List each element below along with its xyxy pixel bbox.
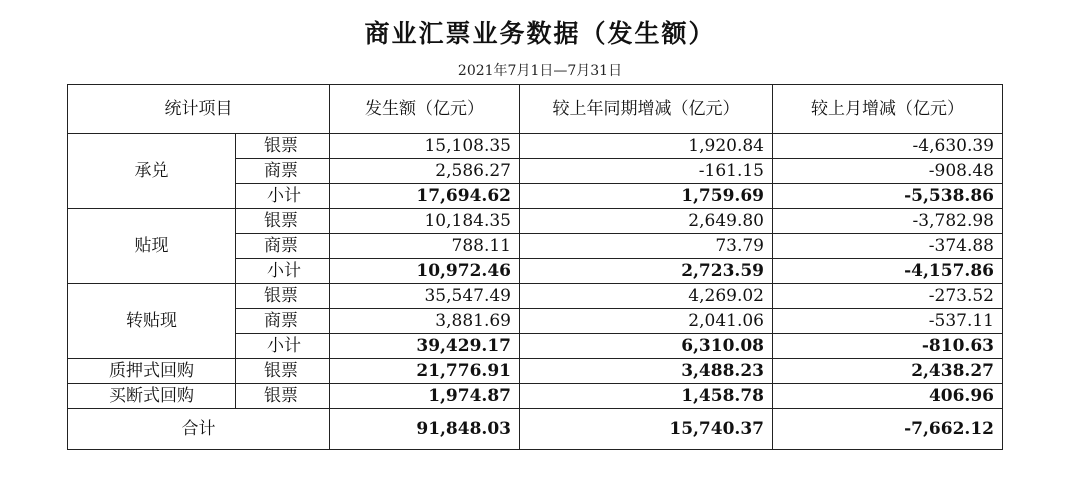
- page-title: 商业汇票业务数据（发生额）: [364, 19, 716, 48]
- amount-cell: 3,881.69: [330, 309, 520, 334]
- header-amount: 发生额（亿元）: [330, 85, 520, 134]
- yoy-cell: 2,041.06: [520, 309, 773, 334]
- category-cell: 转贴现: [68, 284, 236, 359]
- header-item: 统计项目: [68, 85, 330, 134]
- yoy-cell: 1,759.69: [520, 184, 773, 209]
- yoy-cell: 3,488.23: [520, 359, 773, 384]
- mom-cell: -374.88: [773, 234, 1003, 259]
- yoy-cell: 73.79: [520, 234, 773, 259]
- amount-cell: 15,108.35: [330, 134, 520, 159]
- row-label: 商票: [236, 234, 330, 259]
- header-yoy: 较上年同期增减（亿元）: [520, 85, 773, 134]
- mom-cell: -3,782.98: [773, 209, 1003, 234]
- amount-cell: 1,974.87: [330, 384, 520, 409]
- total-mom: -7,662.12: [773, 409, 1003, 450]
- mom-cell: -4,157.86: [773, 259, 1003, 284]
- category-cell: 贴现: [68, 209, 236, 284]
- mom-cell: -908.48: [773, 159, 1003, 184]
- yoy-cell: -161.15: [520, 159, 773, 184]
- amount-cell: 21,776.91: [330, 359, 520, 384]
- table-row: [68, 209, 1003, 234]
- yoy-cell: 6,310.08: [520, 334, 773, 359]
- row-label: 商票: [236, 309, 330, 334]
- data-table: [67, 84, 1003, 450]
- yoy-cell: 4,269.02: [520, 284, 773, 309]
- header-row: [68, 85, 1003, 134]
- row-label: 小计: [236, 184, 330, 209]
- row-label: 商票: [236, 159, 330, 184]
- amount-cell: 35,547.49: [330, 284, 520, 309]
- mom-cell: 406.96: [773, 384, 1003, 409]
- mom-cell: -5,538.86: [773, 184, 1003, 209]
- mom-cell: -4,630.39: [773, 134, 1003, 159]
- mom-cell: 2,438.27: [773, 359, 1003, 384]
- mom-cell: -537.11: [773, 309, 1003, 334]
- table-row: [68, 134, 1003, 159]
- date-range: 2021年7月1日—7月31日: [457, 63, 623, 79]
- row-label: 银票: [236, 359, 330, 384]
- amount-cell: 17,694.62: [330, 184, 520, 209]
- total-row: [68, 409, 1003, 450]
- row-label: 银票: [236, 384, 330, 409]
- row-label: 银票: [236, 284, 330, 309]
- amount-cell: 2,586.27: [330, 159, 520, 184]
- mom-cell: -273.52: [773, 284, 1003, 309]
- yoy-cell: 2,723.59: [520, 259, 773, 284]
- table-row: [68, 384, 1003, 409]
- row-label: 银票: [236, 134, 330, 159]
- category-cell: 质押式回购: [68, 359, 236, 384]
- table-row: [68, 359, 1003, 384]
- category-cell: 承兑: [68, 134, 236, 209]
- mom-cell: -810.63: [773, 334, 1003, 359]
- header-mom: 较上月增减（亿元）: [773, 85, 1003, 134]
- amount-cell: 10,184.35: [330, 209, 520, 234]
- category-cell: 买断式回购: [68, 384, 236, 409]
- yoy-cell: 1,458.78: [520, 384, 773, 409]
- yoy-cell: 2,649.80: [520, 209, 773, 234]
- row-label: 小计: [236, 334, 330, 359]
- total-amount: 91,848.03: [330, 409, 520, 450]
- row-label: 银票: [236, 209, 330, 234]
- yoy-cell: 1,920.84: [520, 134, 773, 159]
- total-label: 合计: [68, 409, 330, 450]
- amount-cell: 10,972.46: [330, 259, 520, 284]
- amount-cell: 39,429.17: [330, 334, 520, 359]
- row-label: 小计: [236, 259, 330, 284]
- amount-cell: 788.11: [330, 234, 520, 259]
- table-row: [68, 284, 1003, 309]
- total-yoy: 15,740.37: [520, 409, 773, 450]
